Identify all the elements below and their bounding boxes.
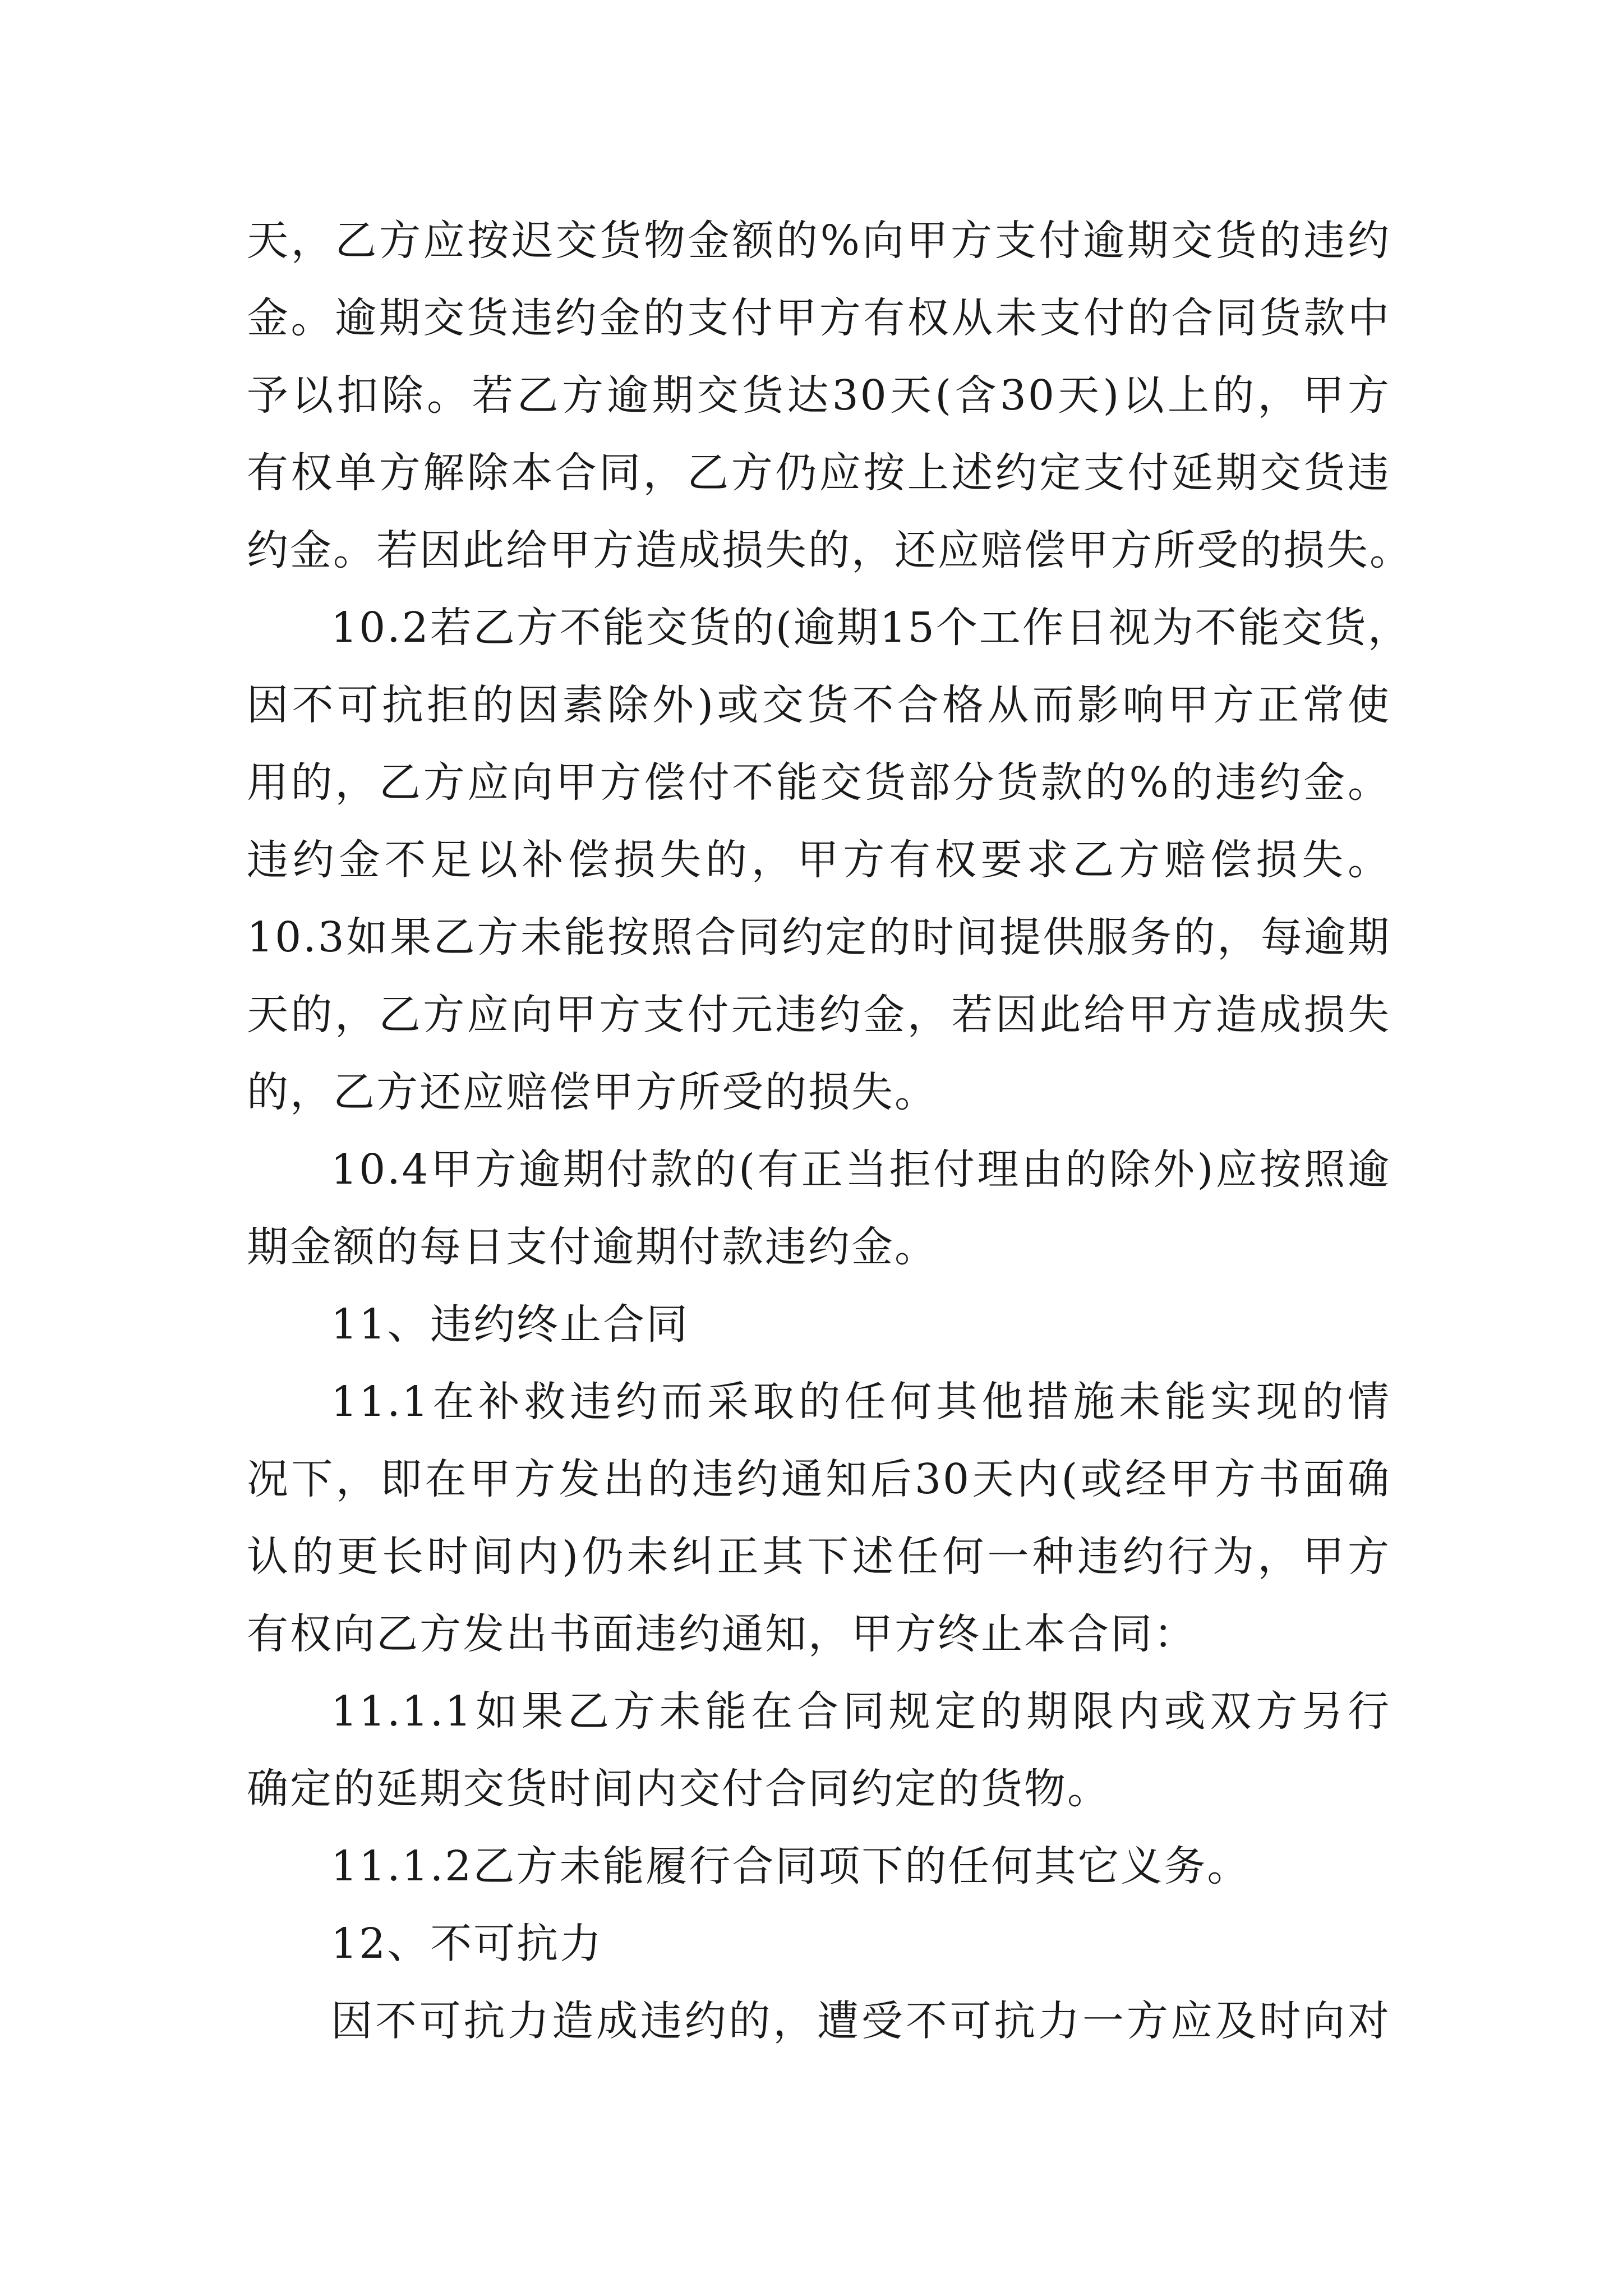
text-line-24: 因不可抗力造成违约的，遭受不可抗力一方应及时向对: [331, 1997, 1391, 2045]
section-heading-11: 11、违约终止合同: [331, 1300, 690, 1349]
text-line-2: 金。逾期交货违约金的支付甲方有权从未支付的合同货款中: [247, 294, 1391, 342]
text-line-17: 况下，即在甲方发出的违约通知后30天内(或经甲方书面确: [247, 1455, 1391, 1503]
text-line-7: 因不可抗拒的因素除外)或交货不合格从而影响甲方正常使: [247, 681, 1391, 729]
text-line-9: 违约金不足以补偿损失的，甲方有权要求乙方赔偿损失。: [247, 836, 1391, 884]
text-line-3: 予以扣除。若乙方逾期交货达30天(含30天)以上的，甲方: [247, 371, 1391, 420]
section-heading-12: 12、不可抗力: [331, 1920, 603, 1968]
text-line-14: 期金额的每日支付逾期付款违约金。: [247, 1223, 938, 1271]
text-line-18: 认的更长时间内)仍未纠正其下述任何一种违约行为，甲方: [247, 1533, 1391, 1581]
text-line-16: 11.1在补救违约而采取的任何其他措施未能实现的情: [331, 1378, 1391, 1426]
text-line-22: 11.1.2乙方未能履行合同项下的任何其它义务。: [331, 1842, 1251, 1890]
text-line-21: 确定的延期交货时间内交付合同约定的货物。: [247, 1765, 1110, 1813]
text-line-19: 有权向乙方发出书面违约通知，甲方终止本合同：: [247, 1610, 1197, 1658]
document-body: [247, 202, 1413, 2060]
text-line-10: 10.3如果乙方未能按照合同约定的时间提供服务的，每逾期: [247, 913, 1391, 961]
text-line-6: 10.2若乙方不能交货的(逾期15个工作日视为不能交货，: [331, 604, 1411, 652]
text-line-1: 天，乙方应按迟交货物金额的%向甲方支付逾期交货的违约: [247, 217, 1391, 265]
text-line-11: 天的，乙方应向甲方支付元违约金，若因此给甲方造成损失: [247, 991, 1391, 1039]
text-line-20: 11.1.1如果乙方未能在合同规定的期限内或双方另行: [331, 1687, 1391, 1736]
text-line-4: 有权单方解除本合同，乙方仍应按上述约定支付延期交货违: [247, 449, 1391, 497]
text-line-12: 的，乙方还应赔偿甲方所受的损失。: [247, 1068, 938, 1116]
text-line-8: 用的，乙方应向甲方偿付不能交货部分货款的%的违约金。: [247, 758, 1391, 807]
text-line-5: 约金。若因此给甲方造成损失的，还应赔偿甲方所受的损失。: [247, 526, 1413, 574]
text-line-13: 10.4甲方逾期付款的(有正当拒付理由的除外)应按照逾: [331, 1145, 1391, 1194]
